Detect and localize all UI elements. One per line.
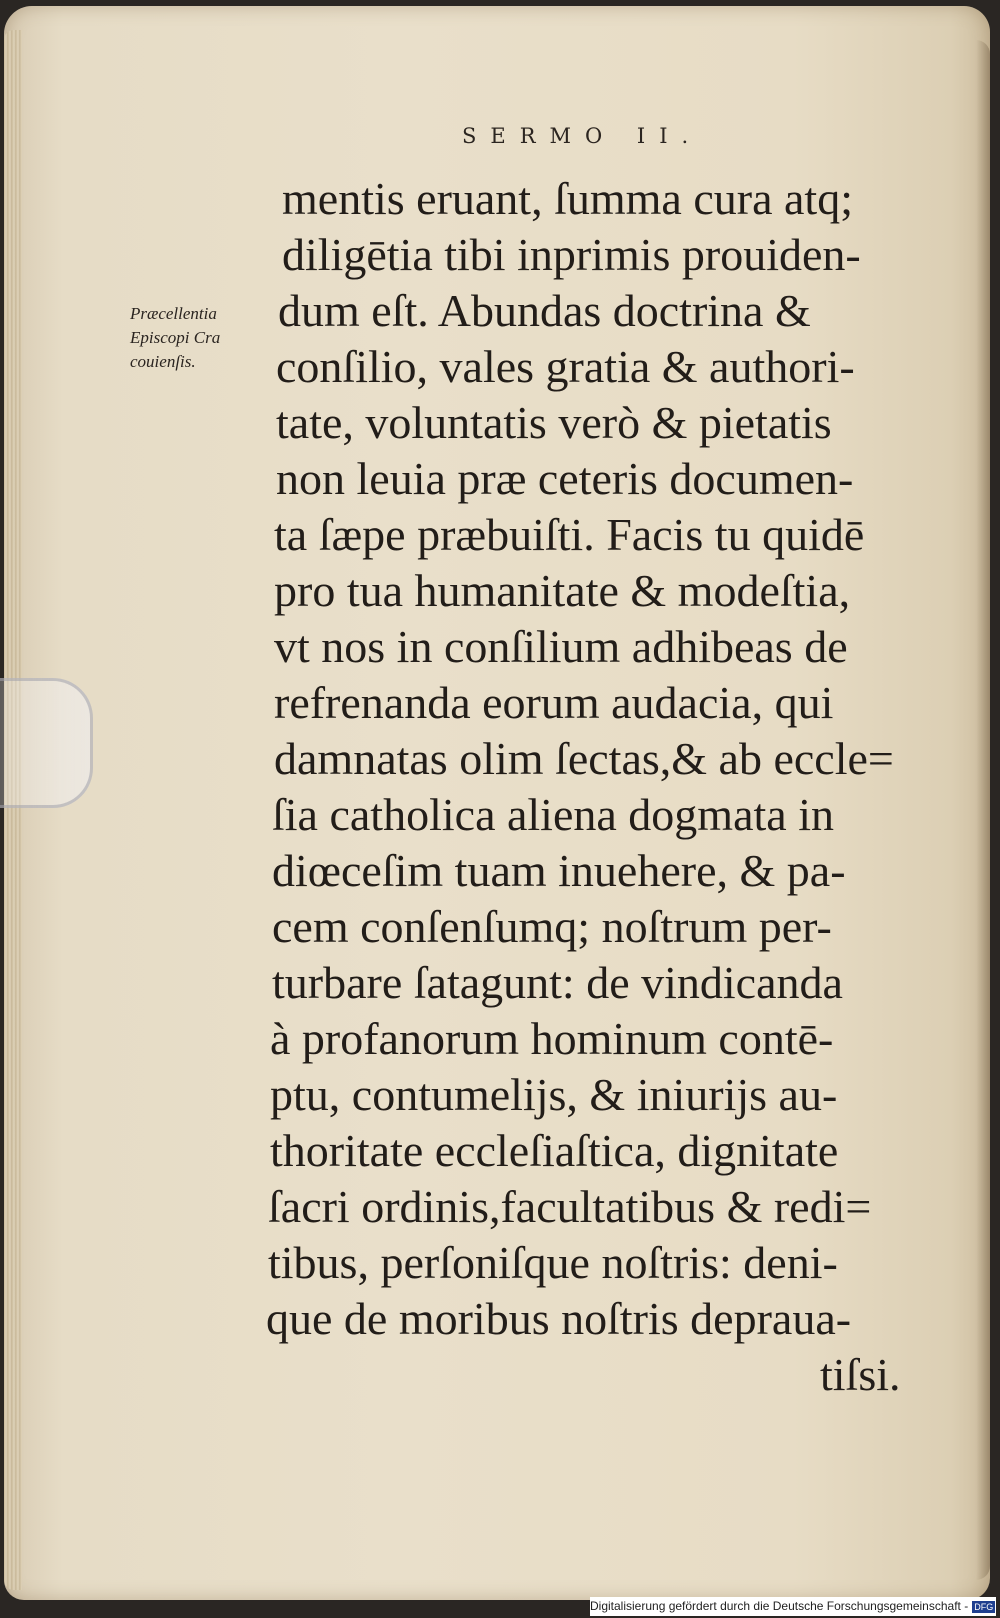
dfg-logo: DFG bbox=[974, 1601, 994, 1612]
text-line: turbare ſatagunt: de vindicanda bbox=[272, 957, 843, 1008]
text-line: cem conſenſumq; noſtrum per- bbox=[272, 901, 832, 952]
text-line: thoritate eccleſiaſtica, dignitate bbox=[270, 1125, 839, 1176]
text-line: ptu, contumelijs, & iniurijs au- bbox=[270, 1069, 838, 1120]
text-line: refrenanda eorum audacia, qui bbox=[274, 677, 834, 728]
marginal-note bbox=[130, 302, 270, 374]
text-line: dum eſt. Abundas doctrina & bbox=[278, 285, 811, 336]
text-line: à profanorum hominum contē- bbox=[270, 1013, 834, 1064]
running-head: SERMO II. bbox=[462, 124, 703, 148]
text-line: pro tua humanitate & modeſtia, bbox=[274, 565, 851, 616]
digitization-credit bbox=[590, 1597, 996, 1616]
text-line: tate, voluntatis verò & pietatis bbox=[276, 397, 832, 448]
text-line: diœceſim tuam inuehere, & pa- bbox=[272, 845, 846, 896]
text-line: tibus, perſoniſque noſtris: deni- bbox=[268, 1237, 838, 1288]
text-line: ſacri ordinis,facultatibus & redi= bbox=[268, 1181, 872, 1232]
text-line: vt nos in conſilium adhibeas de bbox=[274, 621, 848, 672]
text-line: non leuia præ ceteris documen- bbox=[276, 453, 854, 504]
marginal-note-line: couienſis. bbox=[130, 352, 196, 371]
text-line: tiſsi. bbox=[820, 1349, 901, 1400]
page-stack-edge bbox=[4, 30, 22, 1590]
plastic-page-clip bbox=[0, 678, 93, 808]
marginal-note-line: Præcellentia bbox=[130, 304, 217, 323]
text-line: ſia catholica aliena dogmata in bbox=[272, 789, 834, 840]
text-line: damnatas olim ſectas,& ab eccle= bbox=[274, 733, 894, 784]
marginal-note-line: Episcopi Cra bbox=[130, 328, 221, 347]
text-line: ta ſæpe præbuiſti. Facis tu quidē bbox=[274, 509, 865, 560]
credit-text: Digitalisierung gefördert durch die Deutsche Forschungsgemeinschaft - bbox=[590, 1599, 969, 1613]
text-line: diligētia tibi inprimis prouiden- bbox=[282, 229, 861, 280]
text-line: conſilio, vales gratia & authori- bbox=[276, 341, 855, 392]
text-line: mentis eruant, ſumma cura atq; bbox=[282, 173, 853, 224]
page-shadow bbox=[976, 40, 990, 1580]
text-line: que de moribus noſtris deprauа- bbox=[266, 1293, 852, 1344]
